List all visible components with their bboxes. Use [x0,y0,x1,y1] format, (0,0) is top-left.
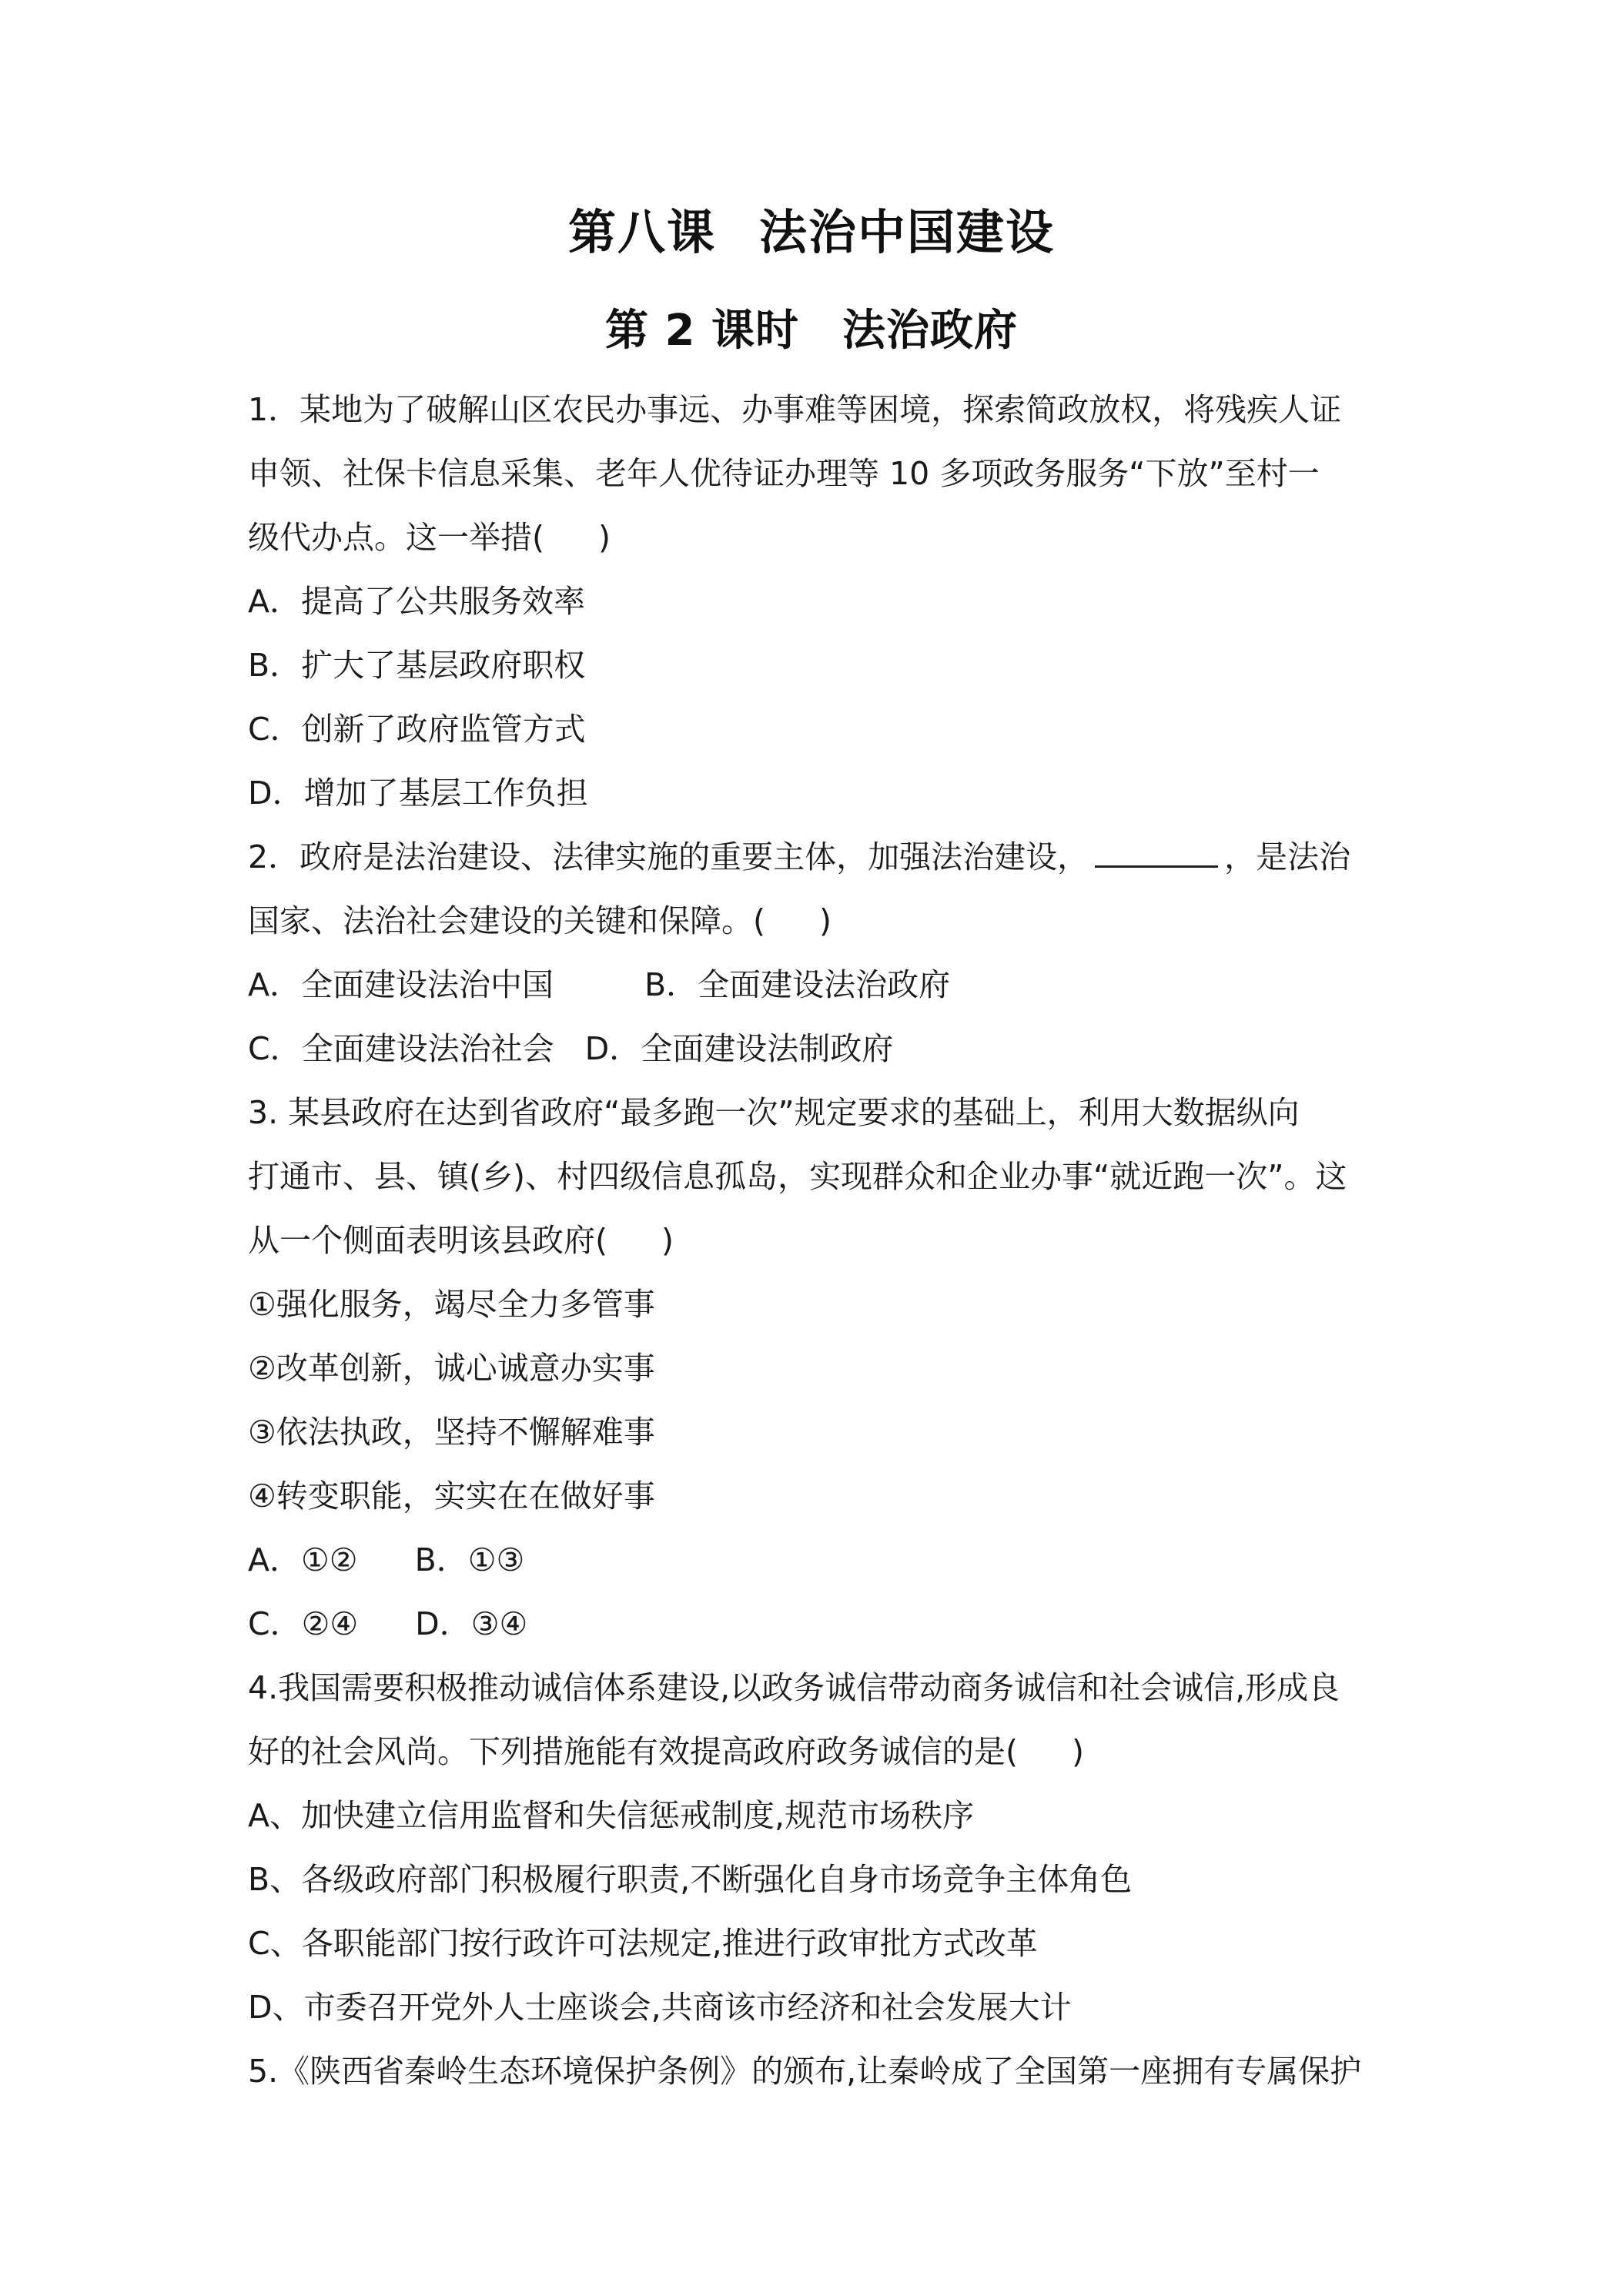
q3-paren-close: ) [661,1222,674,1259]
q1-option-a: A．提高了公共服务效率 [248,583,586,620]
period-number: 第 2 课时 [605,306,799,356]
q3-option-b: B．①③ [414,1541,525,1578]
q4-option-b: B、各级政府部门积极履行职责,不断强化自身市场竞争主体角色 [248,1861,1133,1898]
q1-paren-close: ) [598,519,611,556]
lesson-name: 法治中国建设 [759,204,1056,260]
q1-option-b: B．扩大了基层政府职权 [248,647,586,684]
q2-stem-line2 [248,899,832,942]
q1-option-c: C．创新了政府监管方式 [248,711,586,748]
q2-paren-close: ) [819,902,832,939]
q2-stem-post: ，是法治 [1224,838,1351,875]
q2-fill-blank [1095,839,1218,868]
q4-stem-line1: 4.我国需要积极推动诚信体系建设,以政务诚信带动商务诚信和社会诚信,形成良 [248,1669,1340,1706]
q2-option-b: B．全面建设法治政府 [644,966,951,1003]
q3-option-c: C．②④ [248,1605,359,1642]
q2-stem-line1 [248,835,1350,879]
lesson-number: 第八课 [567,204,716,260]
q3-option-d: D．③④ [415,1605,528,1642]
q3-stem-line2: 打通市、县、镇(乡)、村四级信息孤岛，实现群众和企业办事“就近跑一次”。这 [248,1158,1347,1195]
period-name: 法治政府 [842,306,1018,356]
q4-option-a: A、加快建立信用监督和失信惩戒制度,规范市场秩序 [248,1797,975,1834]
q4-stem-text: 好的社会风尚。下列措施能有效提高政府政务诚信的是( [248,1733,1018,1770]
q2-stem-pre: 2．政府是法治建设、法律实施的重要主体，加强法治建设， [248,838,1089,875]
q5-stem-line1: 5.《陕西省秦岭生态环境保护条例》的颁布,让秦岭成了全国第一座拥有专属保护 [248,2053,1362,2090]
q2-option-d: D．全面建设法制政府 [584,1030,894,1067]
q4-paren-close: ) [1072,1733,1084,1770]
q2-options-row1 [248,963,950,1006]
q3-item-3: ③依法执政，坚持不懈解难事 [248,1414,655,1451]
q2-options-row2 [248,1027,893,1070]
q3-options-row2 [248,1602,527,1645]
q2-option-c: C．全面建设法治社会 [248,1030,554,1067]
lesson-title [0,194,1623,263]
q2-option-a: A．全面建设法治中国 [248,966,554,1003]
q3-item-1: ①强化服务，竭尽全力多管事 [248,1286,655,1323]
q4-option-c: C、各职能部门按行政许可法规定,推进行政审批方式改革 [248,1925,1038,1962]
q3-item-4: ④转变职能，实实在在做好事 [248,1478,655,1514]
q3-stem-line3 [248,1219,674,1262]
q3-stem-line1: 3. 某县政府在达到省政府“最多跑一次”规定要求的基础上，利用大数据纵向 [248,1094,1300,1131]
q2-stem-text: 国家、法治社会建设的关键和保障。( [248,902,765,939]
q3-stem-text: 从一个侧面表明该县政府( [248,1222,607,1259]
q3-item-2: ②改革创新，诚心诚意办实事 [248,1350,655,1387]
q3-options-row1 [248,1538,524,1581]
q1-stem-line3 [248,516,611,559]
q4-stem-line2 [248,1730,1084,1773]
q4-option-d: D、市委召开党外人士座谈会,共商该市经济和社会发展大计 [248,1989,1072,2026]
q1-option-d: D．增加了基层工作负担 [248,775,588,812]
q3-option-a: A．①② [248,1541,358,1578]
q1-stem-line1: 1．某地为了破解山区农民办事远、办事难等困境，探索简政放权，将残疾人证 [248,391,1342,428]
q1-stem-text: 级代办点。这一举措( [248,519,544,556]
q1-stem-line2: 申领、社保卡信息采集、老年人优待证办理等 10 多项政务服务“下放”至村一 [248,455,1320,492]
period-title [0,296,1623,358]
